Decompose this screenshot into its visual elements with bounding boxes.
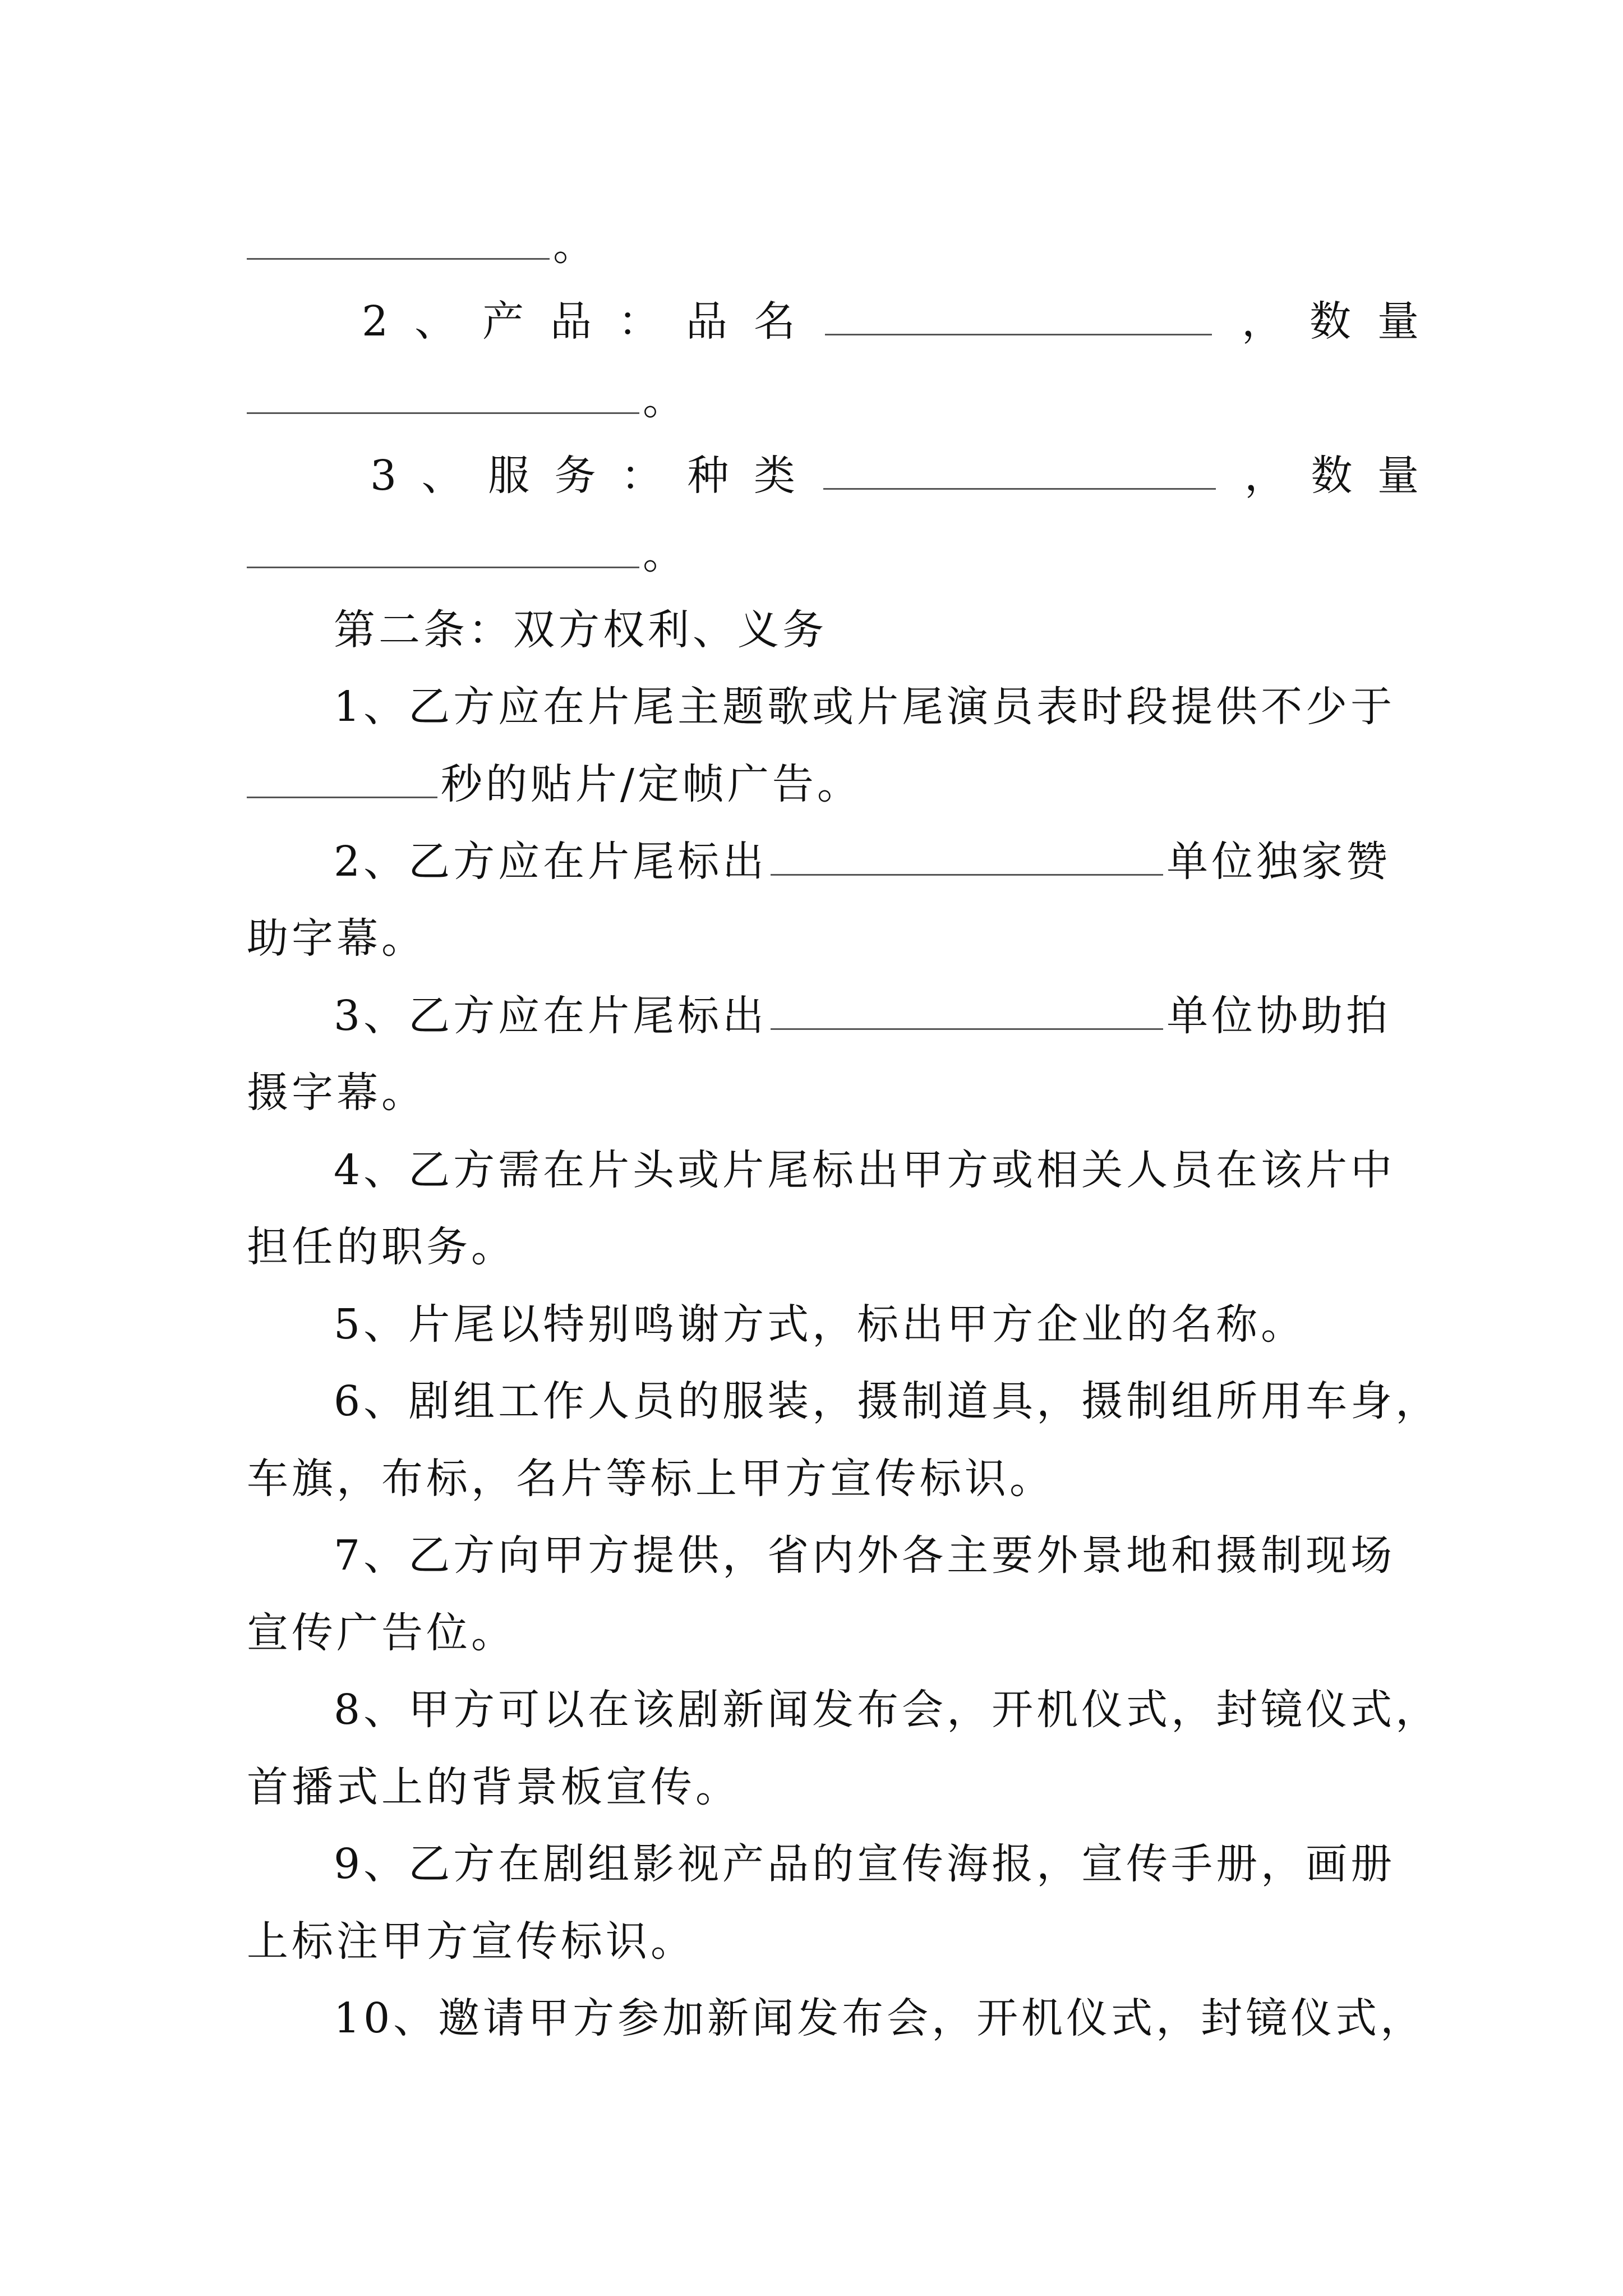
doc-line-item-2-cont <box>247 373 1391 427</box>
paragraph-line <box>334 835 1478 889</box>
paragraph-line: 助字幕。 <box>247 914 426 963</box>
paragraph-text: 3、乙方应在片尾标出 <box>334 992 768 1040</box>
paragraph-text: 2、乙方应在片尾标出 <box>334 838 768 886</box>
colon: ： <box>621 452 663 500</box>
period: 。 <box>643 530 688 578</box>
paragraph-text: 单位独家赞 <box>1166 838 1391 886</box>
paragraph-line: 8、甲方可以在该剧新闻发布会，开机仪式，封镜仪式， <box>334 1686 1441 1734</box>
field-char: 数 <box>1311 452 1353 500</box>
paragraph-line: 宣传广告位。 <box>247 1609 516 1657</box>
paragraph-text: 秒的贴片/定帧广告。 <box>441 760 862 808</box>
paragraph-text: 单位协助拍 <box>1166 992 1391 1040</box>
comma: ， <box>1241 297 1283 346</box>
doc-line-item-3 <box>370 449 1514 503</box>
comma: ， <box>1244 452 1286 500</box>
paragraph-line: 10、邀请甲方参加新闻发布会，开机仪式，封镜仪式， <box>334 1994 1426 2042</box>
fill-blank <box>825 295 1212 335</box>
paragraph-line: 6、剧组工作人员的服装，摄制道具，摄制组所用车身， <box>334 1377 1441 1425</box>
doc-line-item-3-cont <box>247 527 1391 581</box>
paragraph-line: 1、乙方应在片尾主题歌或片尾演员表时段提供不少于 <box>334 683 1396 731</box>
paragraph-line: 上标注甲方宣传标识。 <box>247 1917 695 1966</box>
label-char: 务 <box>554 452 596 500</box>
paragraph-line: 4、乙方需在片头或片尾标出甲方或相关人员在该片中 <box>334 1146 1396 1194</box>
paragraph-line: 首播式上的背景板宣传。 <box>247 1763 740 1811</box>
section-heading: 第二条：双方权利、义务 <box>334 606 827 654</box>
paragraph-line: 摄字幕。 <box>247 1069 426 1117</box>
field-char: 数 <box>1309 297 1351 346</box>
item-2-row <box>362 295 1419 348</box>
paragraph-line <box>247 757 1391 811</box>
field-char: 类 <box>754 452 795 500</box>
separator: 、 <box>421 452 463 500</box>
paragraph-line: 5、片尾以特别鸣谢方式，标出甲方企业的名称。 <box>334 1300 1306 1349</box>
field-char: 名 <box>754 297 795 346</box>
fill-blank <box>247 757 437 798</box>
field-char: 量 <box>1377 452 1419 500</box>
item-number: 2 <box>362 297 389 346</box>
paragraph-line: 9、乙方在剧组影视产品的宣传海报，宣传手册，画册 <box>334 1840 1396 1888</box>
doc-line-item-2 <box>362 295 1506 348</box>
separator: 、 <box>414 297 457 346</box>
field-char: 量 <box>1377 297 1419 346</box>
label-char: 服 <box>488 452 530 500</box>
period: 。 <box>553 222 598 270</box>
colon: ： <box>618 297 660 346</box>
paragraph-line: 7、乙方向甲方提供，省内外各主要外景地和摄制现场 <box>334 1531 1396 1580</box>
field-char: 品 <box>686 297 728 346</box>
label-char: 品 <box>550 297 592 346</box>
period: 。 <box>643 376 688 424</box>
field-char: 种 <box>687 452 729 500</box>
fill-blank <box>247 373 639 414</box>
fill-blank <box>771 989 1163 1030</box>
paragraph-line: 车旗，布标，名片等标上甲方宣传标识。 <box>247 1455 1054 1503</box>
fill-blank <box>247 219 550 260</box>
fill-blank <box>771 835 1163 876</box>
fill-blank <box>823 449 1216 490</box>
paragraph-line <box>334 989 1478 1043</box>
doc-line-blank-end <box>247 219 1391 273</box>
paragraph-line: 担任的职务。 <box>247 1223 516 1271</box>
fill-blank <box>247 527 639 568</box>
item-3-row <box>370 449 1419 503</box>
item-number: 3 <box>370 452 397 500</box>
label-char: 产 <box>482 297 524 346</box>
